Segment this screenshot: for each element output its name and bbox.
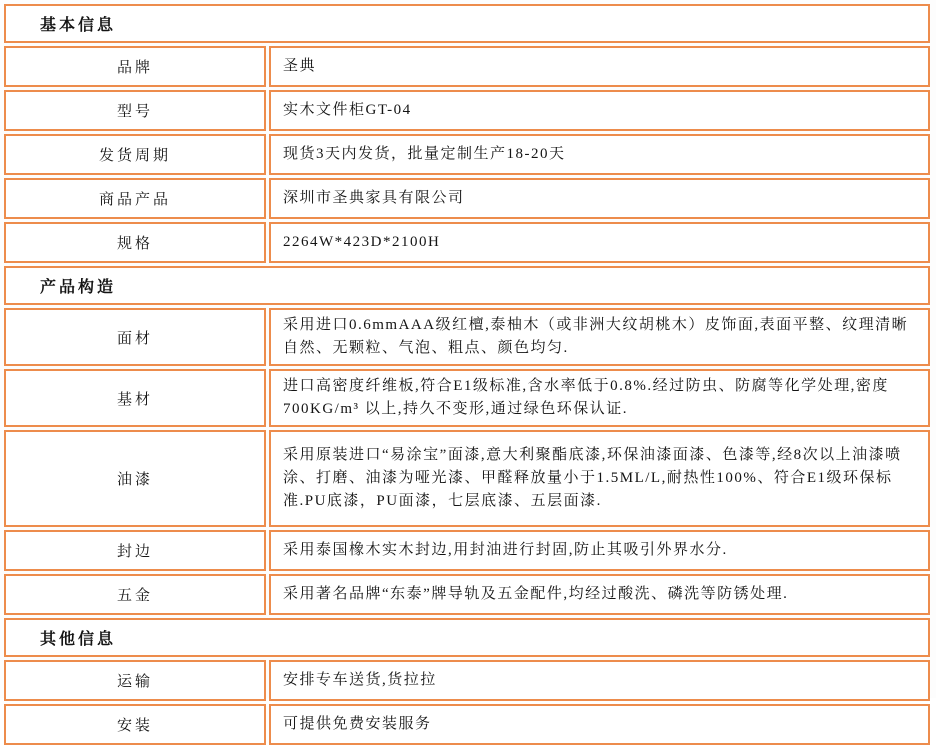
spec-label-base-material: 基材 <box>4 369 266 427</box>
section-header-row <box>4 4 930 43</box>
product-spec-table <box>1 1 933 748</box>
spec-label-shipping: 运输 <box>4 660 266 701</box>
spec-value-company: 深圳市圣典家具有限公司 <box>269 178 930 219</box>
spec-row <box>4 369 930 427</box>
spec-row <box>4 308 930 366</box>
spec-value-model: 实木文件柜GT-04 <box>269 90 930 131</box>
section-header-construction: 产品构造 <box>4 266 930 305</box>
spec-label-installation: 安装 <box>4 704 266 745</box>
spec-row <box>4 46 930 87</box>
spec-label-surface: 面材 <box>4 308 266 366</box>
section-header-other-info: 其他信息 <box>4 618 930 657</box>
spec-value-installation: 可提供免费安装服务 <box>269 704 930 745</box>
spec-value-brand: 圣典 <box>269 46 930 87</box>
spec-value-hardware: 采用著名品牌“东泰”牌导轨及五金配件,均经过酸洗、磷洗等防锈处理. <box>269 574 930 615</box>
spec-row <box>4 574 930 615</box>
spec-label-brand: 品牌 <box>4 46 266 87</box>
spec-value-shipping: 安排专车送货,货拉拉 <box>269 660 930 701</box>
spec-value-edge: 采用泰国橡木实木封边,用封油进行封固,防止其吸引外界水分. <box>269 530 930 571</box>
spec-row <box>4 222 930 263</box>
spec-label-model: 型号 <box>4 90 266 131</box>
spec-label-edge: 封边 <box>4 530 266 571</box>
section-header-row <box>4 618 930 657</box>
spec-row <box>4 530 930 571</box>
spec-label-company: 商品产品 <box>4 178 266 219</box>
spec-value-paint: 采用原装进口“易涂宝”面漆,意大利聚酯底漆,环保油漆面漆、色漆等,经8次以上油漆喷涂、打磨、油漆为哑光漆、甲醛释放量小于1.5ML/L,耐热性100%、符合E1级环保标准.PU底漆，PU面漆，七层底漆、五层面漆. <box>269 430 930 527</box>
spec-row <box>4 178 930 219</box>
spec-value-base-material: 进口高密度纤维板,符合E1级标准,含水率低于0.8%.经过防虫、防腐等化学处理,密度700KG/m³ 以上,持久不变形,通过绿色环保认证. <box>269 369 930 427</box>
spec-row <box>4 430 930 527</box>
spec-value-delivery: 现货3天内发货，批量定制生产18-20天 <box>269 134 930 175</box>
spec-value-surface: 采用进口0.6mmAAA级红檀,泰柚木（或非洲大纹胡桃木）皮饰面,表面平整、纹理清晰自然、无颗粒、气泡、粗点、颜色均匀. <box>269 308 930 366</box>
spec-row <box>4 90 930 131</box>
spec-label-paint: 油漆 <box>4 430 266 527</box>
spec-row <box>4 704 930 745</box>
spec-row <box>4 134 930 175</box>
spec-label-hardware: 五金 <box>4 574 266 615</box>
spec-label-size: 规格 <box>4 222 266 263</box>
spec-label-delivery: 发货周期 <box>4 134 266 175</box>
spec-row <box>4 660 930 701</box>
section-header-row <box>4 266 930 305</box>
section-header-basic-info: 基本信息 <box>4 4 930 43</box>
spec-value-size: 2264W*423D*2100H <box>269 222 930 263</box>
